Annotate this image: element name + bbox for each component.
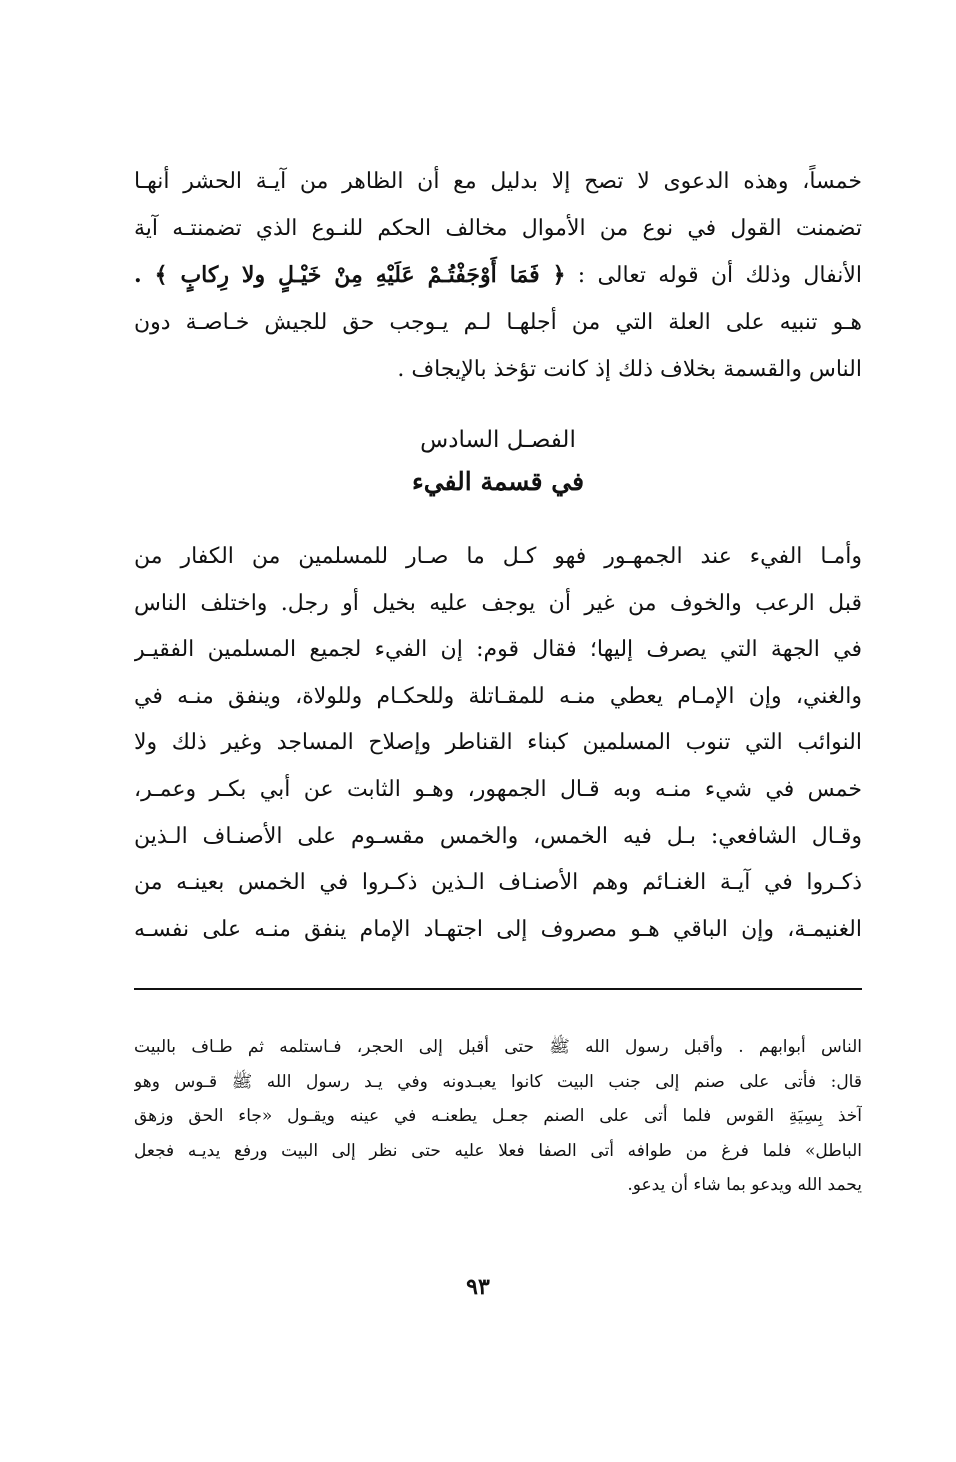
- text-line: [134, 252, 862, 299]
- text-line: خمساً، وهذه الدعوى لا تصح إلا بدليل مع أن الظاهر من آيـة الحشر أنهـا: [134, 169, 862, 194]
- text-line: الناس والقسمة بخلاف ذلك إذ كانت تؤخذ بالإيجاف .: [397, 357, 862, 382]
- text-line: وأمـا الفيء عند الجمهـور فهو كـل ما صـار للمسلمين من الكفار من: [134, 544, 862, 569]
- text-segment: الأنفال وذلك أن قوله تعالى :: [577, 263, 862, 288]
- chapter-title: الفصـل السادس: [420, 427, 576, 453]
- text-line: تضمنت القول في نوع من الأموال مخالف الحكم للنـوع الذي تضمنتـه آية: [134, 216, 862, 241]
- text-line: قبل الرعب والخوف من غير أن يوجف عليه بخيل أو رجل. واختلف الناس: [134, 590, 862, 616]
- text-line: هـو تنبيه على العلة التي من أجلهـا لـم يـوجب حق للجيش خـاصـة دون: [134, 310, 862, 335]
- top-paragraph: [134, 158, 862, 393]
- footnote: [134, 1030, 862, 1203]
- footnote-line: الباطل» فلما فرغ من طوافه أتى الصفا فعلا عليه حتى نظر إلى البيت ورفع يديـه فجعل: [134, 1140, 862, 1161]
- footnote-line: يحمد الله ويدعو بما شاء أن يدعو.: [627, 1175, 862, 1195]
- text-line: ذكـروا في آيـة الغنـائم وهم الأصنـاف الـذين ذكـروا في الخمس بعينـه من: [134, 870, 862, 896]
- text-line: في الجهة التي يصرف إليها؛ فقال قوم: إن الفيء لجميع المسلمين الفقيـر: [134, 637, 862, 663]
- text-line: خمس في شيء منـه وبه قـال الجمهور، وهـو الثابت عن أبي بكـر وعمـر،: [134, 776, 862, 802]
- text-line: والغني، وإن الإمـام يعطي منـه للمقـاتلة وللحكـام وللولاة، وينفق منـه في: [134, 683, 862, 709]
- footnote-line: الناس أبوابهم . وأقبل رسول الله ﷺ حتى أقبل إلى الحجر، فـاستلمه ثم طـاف بالبيت: [134, 1037, 862, 1057]
- body-paragraph: [134, 534, 862, 953]
- footnote-line: قال: فأتى على صنم إلى جنب البيت كانوا يعبـدونه وفي يـد رسول الله ﷺ قـوس وهو: [134, 1071, 862, 1092]
- chapter-heading: [134, 420, 862, 504]
- text-line: وقـال الشافعي: بـل فيه الخمس، والخمس مقسـوم على الأصنـاف الـذين: [134, 823, 862, 849]
- text-line: النوائب التي تنوب المسلمين كبناء القناطر وإصلاح المساجد وغير ذلك ولا: [134, 730, 862, 756]
- footnote-divider: [134, 988, 862, 990]
- page-number: ٩٣: [466, 1274, 490, 1300]
- quran-verse: ﴿ فَمَا أَوْجَفْتُـمْ عَلَيْهِ مِنْ خَيْـلٍ ولا رِكابٍ ﴾ .: [134, 262, 566, 288]
- text-line: الغنيمـة، وإن الباقي هـو مصروف إلى اجتهـاد الإمام ينفق منـه على نفسـه: [134, 916, 862, 942]
- footnote-line: آخذ بِسِيَةِ القوس فلما أتى على الصنم جعـل يطعنـه في عينه ويقـول «جاء الحق وزهق: [134, 1106, 862, 1126]
- section-title: في قسمة الفيء: [411, 467, 585, 496]
